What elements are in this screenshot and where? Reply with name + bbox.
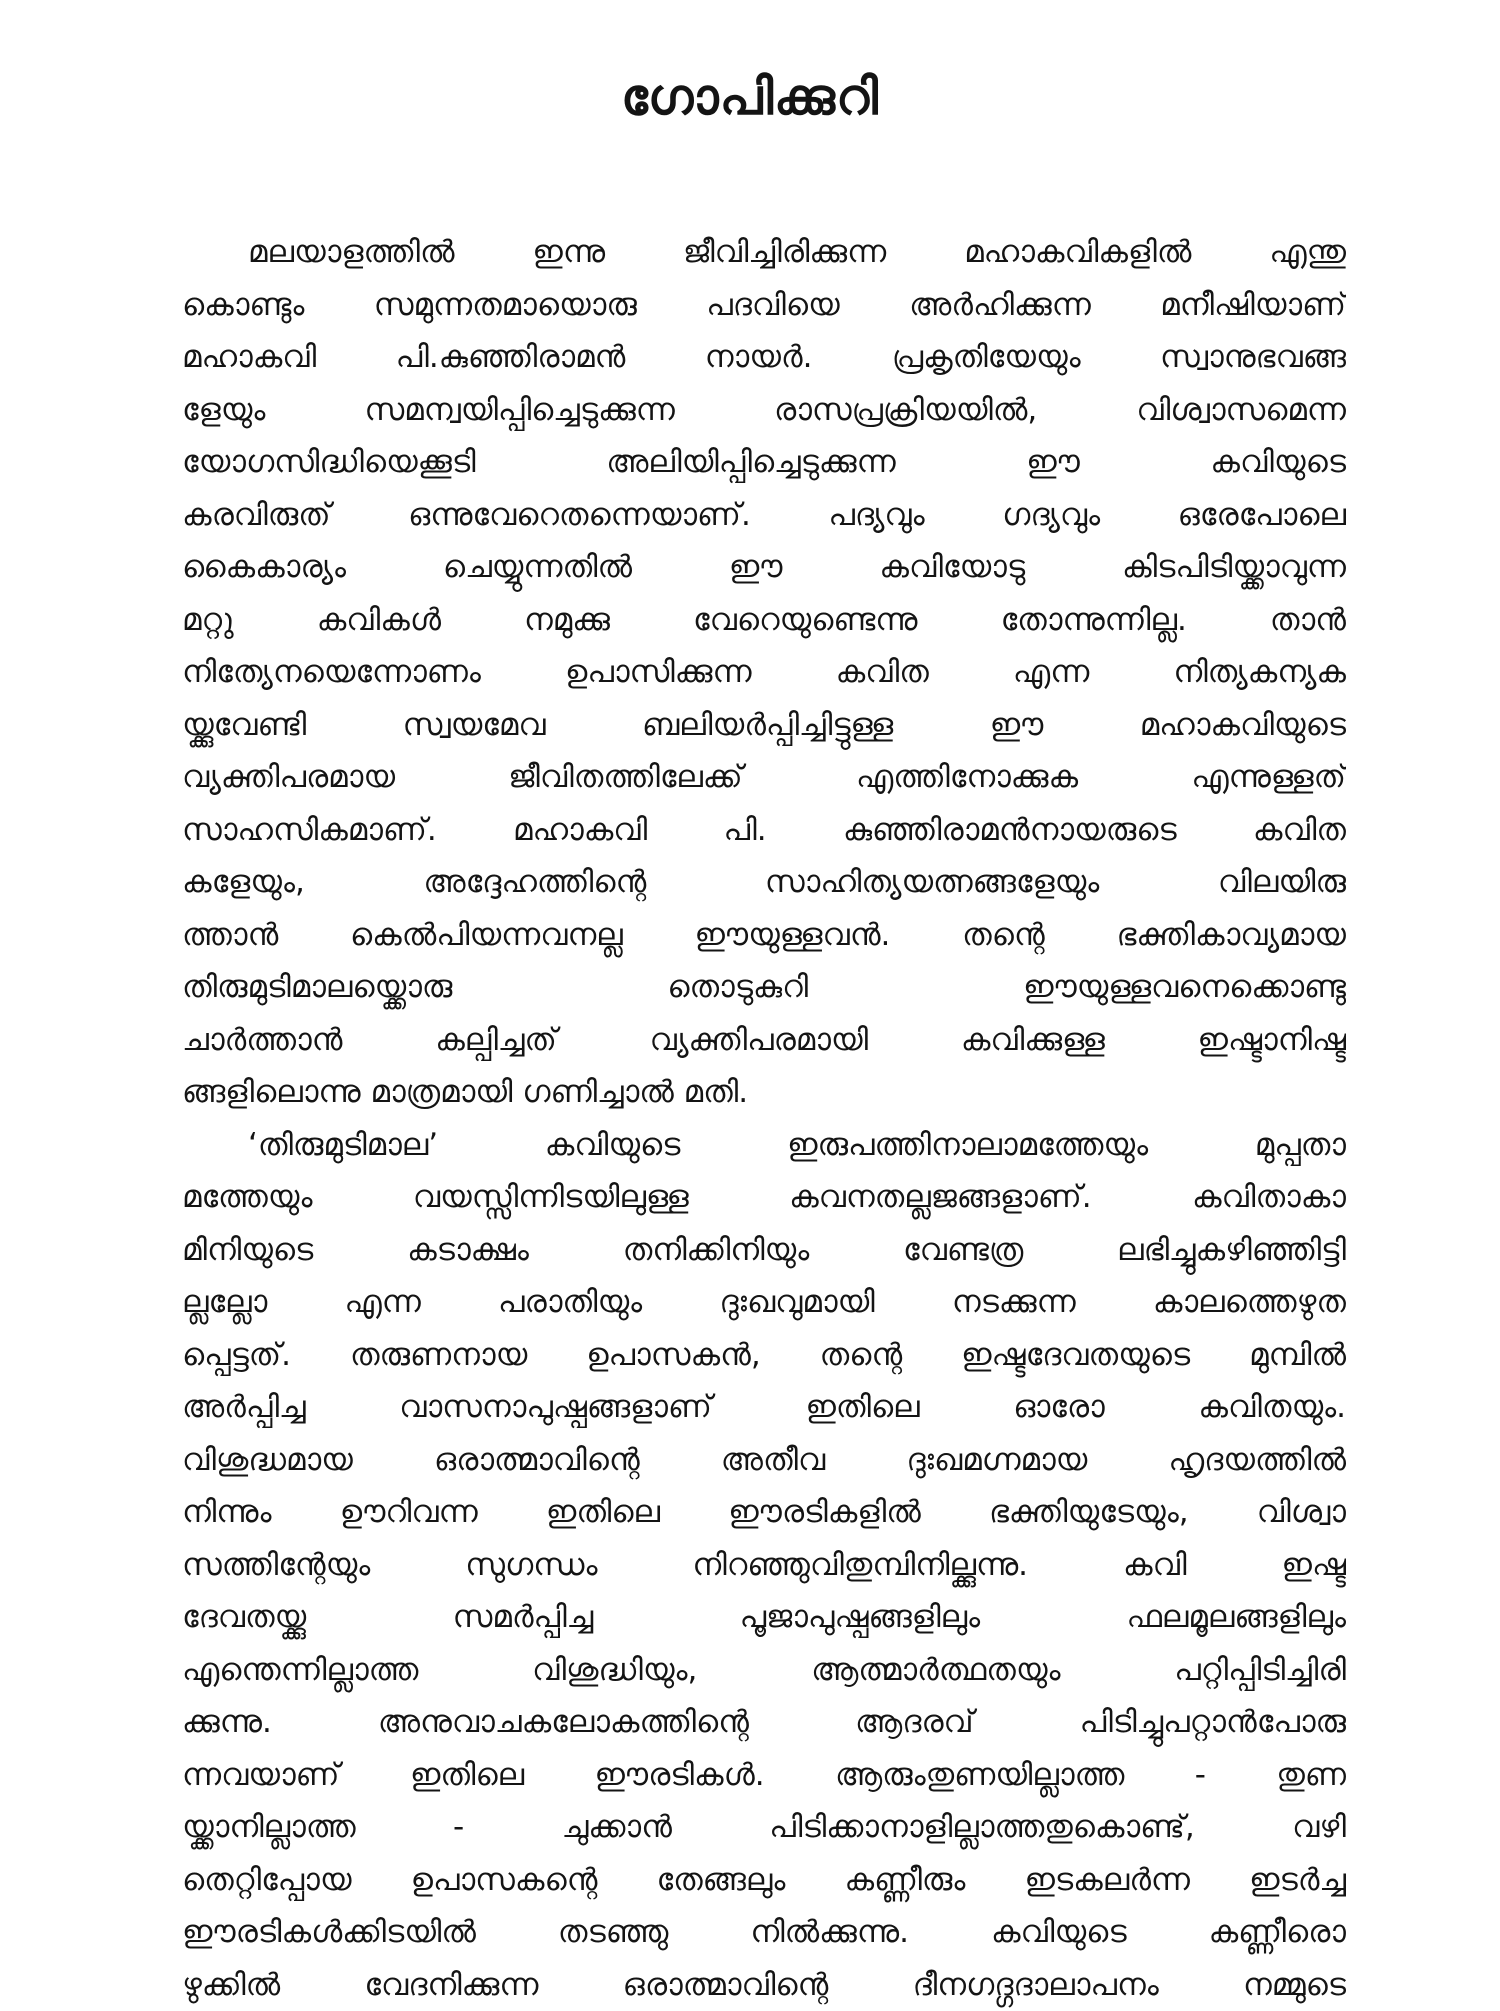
- text-line: ത്താൻ കെൽപിയന്നവനല്ല ഈയുള്ളവൻ. തന്റെ ഭക്തികാവ്യമായ: [182, 909, 1346, 962]
- text-line: കരവിരുത് ഒന്നുവേറെതന്നെയാണ്. പദ്യവും ഗദ്യവും ഒരേപോലെ: [182, 489, 1346, 542]
- paragraph-2: [182, 1119, 1346, 2011]
- text-line: സത്തിന്റേയും സുഗന്ധം നിറഞ്ഞുവിതുമ്പിനില്ക്കുന്നു. കവി ഇഷ്ട: [182, 1539, 1346, 1592]
- paragraph-1: [182, 226, 1346, 1119]
- text-line: ങ്ങളിലൊന്നു മാത്രമായി ഗണിച്ചാൽ മതി.: [182, 1066, 1346, 1119]
- text-line: ദേവതയ്ക്കു സമർപ്പിച്ച പൂജാപുഷ്പങ്ങളിലും ഫലമൂലങ്ങളിലും: [182, 1591, 1346, 1644]
- text-line: മഹാകവി പി.കുഞ്ഞിരാമൻ നായർ. പ്രകൃതിയേയും സ്വാനുഭവങ്ങ: [182, 331, 1346, 384]
- text-line: കൈകാര്യം ചെയ്യുന്നതിൽ ഈ കവിയോടു കിടപിടിയ്ക്കാവുന്ന: [182, 541, 1346, 594]
- text-line: തെറ്റിപ്പോയ ഉപാസകന്റെ തേങ്ങലും കണ്ണീരും ഇടകലർന്ന ഇടർച്ച: [182, 1854, 1346, 1907]
- text-line: കളേയും, അദ്ദേഹത്തിന്റെ സാഹിത്യയത്നങ്ങളേയും വിലയിരു: [182, 856, 1346, 909]
- text-line: ന്നവയാണ് ഇതിലെ ഈരടികൾ. ആരുംതുണയില്ലാത്ത - തുണ: [182, 1749, 1346, 1802]
- text-line: ക്കുന്നു. അനുവാചകലോകത്തിന്റെ ആദരവ് പിടിച്ചുപറ്റാൻപോരു: [182, 1696, 1346, 1749]
- page-title: ഗോപിക്കുറി: [0, 62, 1500, 132]
- text-line: നിത്യേനയെന്നോണം ഉപാസിക്കുന്ന കവിത എന്ന നിത്യകന്യക: [182, 646, 1346, 699]
- text-line: മിനിയുടെ കടാക്ഷം തനിക്കിനിയും വേണ്ടത്ര ലഭിച്ചുകഴിഞ്ഞിട്ടി: [182, 1224, 1346, 1277]
- text-line: ‘തിരുമുടിമാല’ കവിയുടെ ഇരുപത്തിനാലാമത്തേയും മുപ്പതാ: [182, 1119, 1346, 1172]
- text-line: തിരുമുടിമാലയ്ക്കൊരു തൊടുകുറി ഈയുള്ളവനെക്കൊണ്ടു: [182, 961, 1346, 1014]
- text-line: മലയാളത്തിൽ ഇന്നു ജീവിച്ചിരിക്കുന്ന മഹാകവികളിൽ എന്തു: [182, 226, 1346, 279]
- text-line: വ്യക്തിപരമായ ജീവിതത്തിലേക്ക് എത്തിനോക്കുക എന്നുള്ളത്: [182, 751, 1346, 804]
- text-line: യ്ക്കാനില്ലാത്ത - ചുക്കാൻ പിടിക്കാനാളില്ലാത്തതുകൊണ്ട്, വഴി: [182, 1801, 1346, 1854]
- text-line: ഴുക്കിൽ വേദനിക്കുന്ന ഒരാത്മാവിന്റെ ദീനഗദ്ഗദാലാപനം നമ്മുടെ: [182, 1959, 1346, 2011]
- text-line: യോഗസിദ്ധിയെക്കൂടി അലിയിപ്പിച്ചെടുക്കുന്ന ഈ കവിയുടെ: [182, 436, 1346, 489]
- text-line: ഈരടികൾക്കിടയിൽ തടഞ്ഞു നിൽക്കുന്നു. കവിയുടെ കണ്ണീരൊ: [182, 1906, 1346, 1959]
- text-line: ചാർത്താൻ കല്പിച്ചത് വ്യക്തിപരമായി കവിക്കുള്ള ഇഷ്ടാനിഷ്ട: [182, 1014, 1346, 1067]
- text-line: എന്തെന്നില്ലാത്ത വിശുദ്ധിയും, ആത്മാർത്ഥതയും പറ്റിപ്പിടിച്ചിരി: [182, 1644, 1346, 1697]
- text-line: യ്ക്കുവേണ്ടി സ്വയമേവ ബലിയർപ്പിച്ചിട്ടുള്ള ഈ മഹാകവിയുടെ: [182, 699, 1346, 752]
- text-line: മത്തേയും വയസ്സിന്നിടയിലുള്ള കവനതല്ലജങ്ങളാണ്. കവിതാകാ: [182, 1171, 1346, 1224]
- text-line: സാഹസികമാണ്. മഹാകവി പി. കുഞ്ഞിരാമൻനായരുടെ കവിത: [182, 804, 1346, 857]
- text-line: മറ്റു കവികൾ നമുക്കു വേറെയുണ്ടെന്നു തോന്നുന്നില്ല. താൻ: [182, 594, 1346, 647]
- text-line: നിന്നും ഊറിവന്ന ഇതിലെ ഈരടികളിൽ ഭക്തിയുടേയും, വിശ്വാ: [182, 1486, 1346, 1539]
- body-text: [182, 226, 1346, 2011]
- text-line: അർപ്പിച്ച വാസനാപുഷ്പങ്ങളാണ് ഇതിലെ ഓരോ കവിതയും.: [182, 1381, 1346, 1434]
- text-line: കൊണ്ടും സമുന്നതമായൊരു പദവിയെ അർഹിക്കുന്ന മനീഷിയാണ്: [182, 279, 1346, 332]
- text-line: ളേയും സമന്വയിപ്പിച്ചെടുക്കുന്ന രാസപ്രക്രിയയിൽ, വിശ്വാസമെന്ന: [182, 384, 1346, 437]
- text-line: ല്ലല്ലോ എന്ന പരാതിയും ദുഃഖവുമായി നടക്കുന്ന കാലത്തെഴുത: [182, 1276, 1346, 1329]
- text-line: വിശുദ്ധമായ ഒരാത്മാവിന്റെ അതീവ ദുഃഖമഗ്നമായ ഹൃദയത്തിൽ: [182, 1434, 1346, 1487]
- text-line: പ്പെട്ടത്. തരുണനായ ഉപാസകൻ, തന്റെ ഇഷ്ടദേവതയുടെ മുമ്പിൽ: [182, 1329, 1346, 1382]
